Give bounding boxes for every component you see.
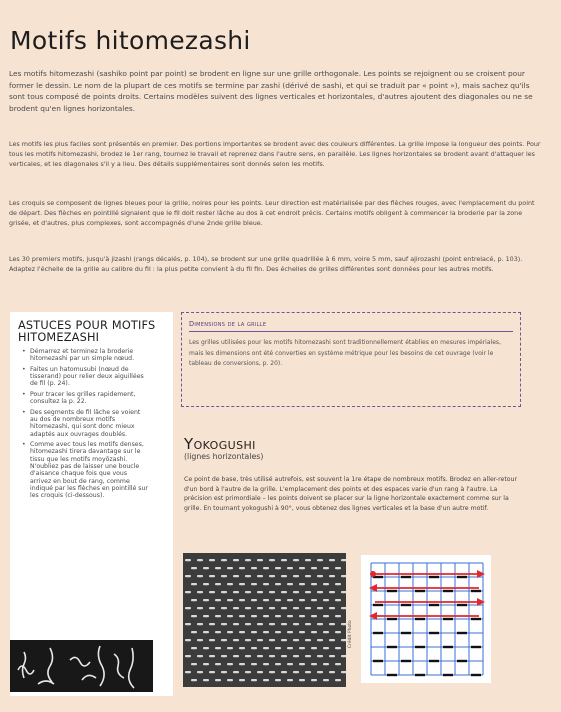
body-paragraph-2: Les motifs les plus faciles sont présentés en premier. Des portions importantes se brodent avec des couleurs différentes. La grille impose la longueur des points. Pour tous les motifs hitomezashi, brodez le 1er rang, tournez le travail et reprenez dans l'autre sens, en parallèle. Les lignes horizontales se brodent avant d'attaquer les verticales, et les diagonales s'il y a lieu. Des détails supplémentaires sont donnés selon les motifs.: [9, 140, 541, 168]
yokogushi-title: Yokogushi: [184, 435, 256, 453]
tips-box: [10, 312, 173, 696]
tip-item: • Démarrez et terminez la broderie hitomezashi par un simple nœud.: [22, 348, 148, 363]
tip-item: • Comme avec tous les motifs denses, hitomezashi tirera davantage sur le tissu que les motifs moyōzashi. N'oubliez pas de laisser une boucle d'aisance chaque fois que vous arrivez en bout de rang, comme indiqué par les flèches en pointillé sur les croquis (ci-dessous).: [22, 441, 148, 499]
yokogushi-subtitle: (lignes horizontales): [184, 452, 264, 461]
grid-dimensions-title: Dimensions de la grille: [189, 320, 267, 328]
thread-photo: [10, 640, 153, 692]
tips-list: [10, 348, 173, 499]
grid-dimensions-box: [181, 312, 521, 407]
stitch-sample-photo: [183, 553, 346, 687]
yokogushi-diagram: [361, 555, 491, 683]
grid-dimensions-text: Les grilles utilisées pour les motifs hitomezashi sont traditionnellement établies en mesures impériales, mais les dimensions ont été converties en système métrique pour les besoins de cet ouvrage (voir le tableau de conversions, p. 20).: [189, 339, 501, 367]
stitch-sample-image: [183, 553, 346, 687]
page-title: Motifs hitomezashi: [10, 26, 251, 55]
tip-item: • Des segments de fil lâche se voient au dos de nombreux motifs hitomezashi, qui sont donc mieux adaptés aux ouvrages doublés.: [22, 409, 148, 438]
stitch-diagram-image: [361, 555, 491, 683]
body-paragraph-4: Les 30 premiers motifs, jusqu'à jizashi (rangs décalés, p. 104), se brodent sur une grille quadrillée à 6 mm, voire 5 mm, sauf ajirozashi (point entrelacé, p. 103). Adaptez l'échelle de la grille au calibre du fil : la plus petite convient à du fil fin. Des échelles de grilles différentes sont données pour les autres motifs.: [9, 255, 523, 273]
body-paragraph-3: Les croquis se composent de lignes bleues pour la grille, noires pour les points. Leur direction est matérialisée par des flèches rouges, avec l'emplacement du point de départ. Des flèches en pointillé signalent que le fil doit rester lâche au dos à cet endroit précis. Certains motifs obligent à commencer la broderie par la zone grisée, et d'autres, plus complexes, sont accompagnés d'une 2nde grille bleue.: [9, 199, 535, 227]
intro-paragraph: Les motifs hitomezashi (sashiko point par point) se brodent en ligne sur une grille orthogonale. Les points se rejoignent ou se croisent pour former le dessin. Le nom de la plupart de ces motifs se termine par zashi (dérivé de sashi, et qui se traduit par « point »), mais sachez qu'ils sont tous composé de points droits. Certains modèles suivent des lignes verticales et horizontales, d'autres ajoutent des diagonales ou ne se brodent qu'en lignes horizontales.: [9, 69, 533, 113]
tip-item: • Pour tracer les grilles rapidement, consultez la p. 22.: [22, 391, 148, 406]
yokogushi-text: Ce point de base, très utilisé autrefois, est souvent la 1re étape de nombreux motifs. Brodez en aller-retour d'un bord à l'autre de la grille. L'emplacement des points et des espaces varie d'un rang à l'autre. La précision est primordiale – les points doivent se placer sur la ligne horizontale exactement comme sur la grille. En tournant yokogushi à 90°, vous obtenez des lignes verticales et la base d'un autre motif.: [184, 476, 518, 512]
photo-credit: Crédit Photo: [348, 620, 353, 648]
divider: [189, 331, 513, 332]
tips-title: ASTUCES POUR MOTIFS HITOMEZASHI: [18, 319, 156, 344]
tip-item: • Faites un hatomusubi (nœud de tisserand) pour relier deux aiguillées de fil (p. 24).: [22, 366, 148, 388]
